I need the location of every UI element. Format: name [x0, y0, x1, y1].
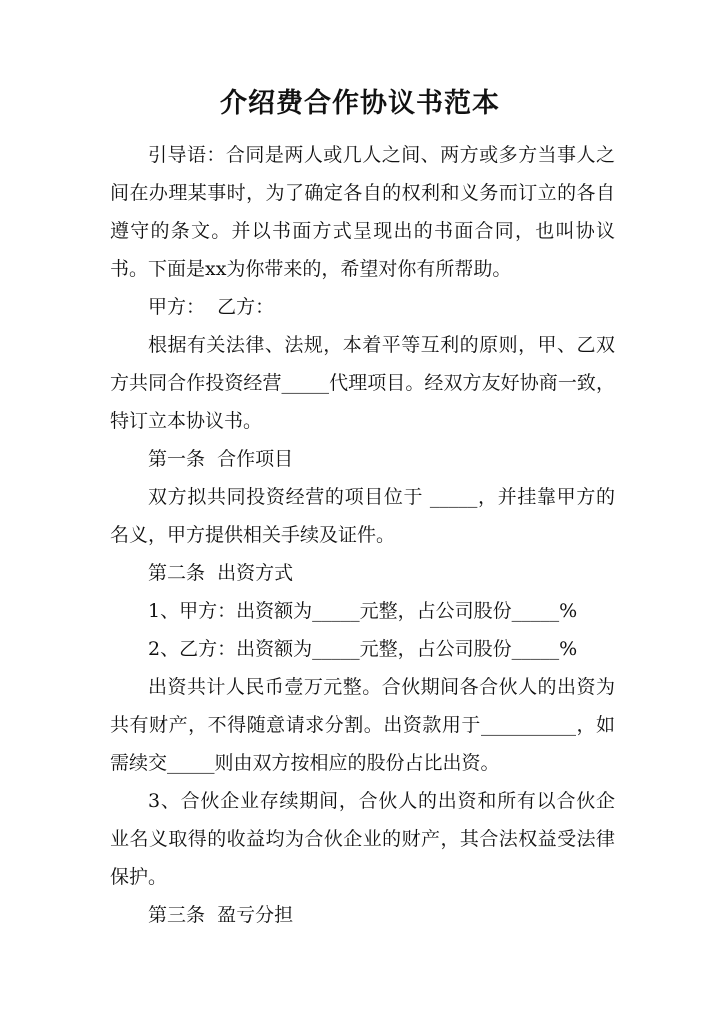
- article-2-heading: 第二条 出资方式: [148, 562, 294, 584]
- preamble-paragraph: 根据有关法律、法规，本着平等互利的原则，甲、乙双方共同合作投资经营_____代理项目。经双方友好协商一致，特订立本协议书。: [110, 334, 615, 432]
- article-1-heading: 第一条 合作项目: [148, 448, 294, 470]
- parties-line: 甲方： 乙方：: [148, 296, 275, 318]
- document-body: [110, 136, 615, 934]
- party-a-contribution: 1、甲方：出资额为_____元整，占公司股份_____%: [148, 600, 578, 622]
- intro-paragraph: 引导语：合同是两人或几人之间、两方或多方当事人之间在办理某事时，为了确定各自的权利和义务而订立的各自遵守的条文。并以书面方式呈现出的书面合同，也叫协议书。下面是xx为你带来的，希望对你有所帮助。: [110, 144, 615, 280]
- party-b-contribution: 2、乙方：出资额为_____元整，占公司股份_____%: [148, 638, 578, 660]
- article-3-heading: 第三条 盈亏分担: [148, 904, 294, 926]
- document-title: 介绍费合作协议书范本: [220, 88, 500, 119]
- total-contribution-paragraph: 出资共计人民币壹万元整。合伙期间各合伙人的出资为共有财产，不得随意请求分割。出资款用于__________，如需续交_____则由双方按相应的股份占比出资。: [110, 676, 615, 774]
- partnership-assets-paragraph: 3、合伙企业存续期间，合伙人的出资和所有以合伙企业名义取得的收益均为合伙企业的财产，其合法权益受法律保护。: [110, 790, 615, 888]
- article-1-paragraph: 双方拟共同投资经营的项目位于 _____，并挂靠甲方的名义，甲方提供相关手续及证件。: [110, 486, 615, 546]
